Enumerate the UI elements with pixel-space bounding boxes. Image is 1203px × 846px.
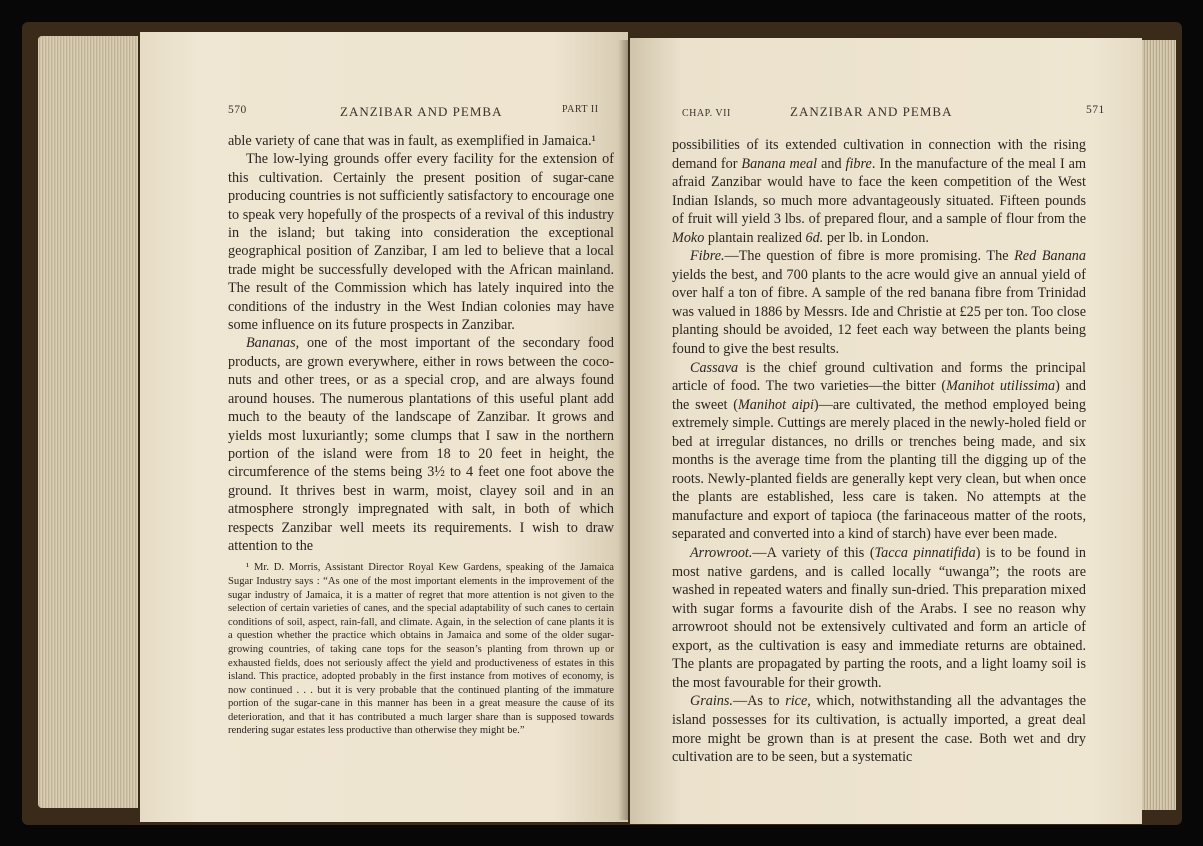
paragraph-cassava: Cassava is the chief ground cultivation and forms the principal article of food. The two varieties—the bitter (Manihot utilissima) and the sweet (Manihot aipi)—are cultivated, the method employed being extremely simple. Cuttings are merely placed in the newly-holed field or bed at irregular distances, no drills or trenches being made, and six months is the average time from the planting till the digging up of the roots. Newly-planted fields are generally kept very clean, but when once the plants are established, less care is taken. No attempts at the manufacture and export of tapioca (the farinaceous matter of the roots, separated and converted into a kind of starch) have ever been made.: [672, 359, 1086, 543]
paragraph-banana-meal: possibilities of its extended cultivation in connection with the rising demand for Banana meal and fibre. In the manufacture of the meal I am afraid Zanzibar would have to face the keen competition of the West Indian Islands, so much more advantageously situated. Fifteen pounds of fruit will yield 3 lbs. of prepared flour, and a sample of flour from the Moko plantain realized 6d. per lb. in London.: [672, 137, 1086, 246]
italic-bananas: Bananas,: [246, 335, 300, 352]
left-page: [140, 32, 628, 822]
page-edges-right: [1140, 40, 1176, 810]
right-page: [630, 38, 1142, 824]
running-title-right: ZANZIBAR AND PEMBA: [790, 104, 953, 119]
paragraph-bananas: [228, 334, 614, 555]
page-number-right: 571: [1086, 104, 1105, 116]
running-title-left: ZANZIBAR AND PEMBA: [340, 104, 503, 119]
footnote: ¹ Mr. D. Morris, Assistant Director Royal Kew Gardens, speaking of the Jamaica Sugar Industry says : “As one of the most important elements in the improvement of the sugar industry of Jamaica, it is a matter of regret that more attention is not given to the selection of certain varieties of canes, and the special adaptability of such canes to certain conditions of soil, aspect, rain-fall, and climate. Again, in the selection of cane plants it is a question whether the practice which obtains in Jamaica and some of the older sugar-growing countries, of taking cane tops for the season’s planting from thrown up or exhausted fields, does not seriously affect the yield and productiveness of estates in this island. This practice, adopted probably in the first instance from motives of economy, is now continued . . . but it is very probable that the continued planting of the immature portion of the sugar-cane in this manner has been in a great measure the cause of its deterioration, and that it has contributed a much larger share than is supposed towards rendering sugar estates less productive than otherwise they might be.”: [228, 562, 614, 737]
left-text-column: [228, 132, 614, 738]
page-number-left: 570: [228, 104, 247, 116]
paragraph-bananas-text: one of the most important of the secondary food products, are grown everywhere, either in rows between the coco-nuts and other trees, or as a special crop, and are always found around houses. The numerous plantations of this useful plant add much to the beauty of the landscape of Zanzibar. It grows and yields most luxuriantly; some clumps that I saw in the northern portion of the island were from 18 to 20 feet in height, the circumference of the stems being 3½ to 4 feet one foot above the ground. It thrives best in warm, moist, clayey soil and in an atmosphere strongly impregnated with salt, in both of which respects Zanzibar well meets its requirements. I wish to draw attention to the: [228, 335, 614, 554]
right-text-column: [672, 136, 1086, 767]
paragraph-grains: Grains.—As to rice, which, notwithstanding all the advantages the island possesses for its cultivation, is actually imported, a great deal more might be grown than is at present the case. Both wet and dry cultivation are to be seen, but a systematic: [672, 693, 1086, 766]
chapter-label: CHAP. VII: [682, 108, 731, 119]
paragraph-arrowroot: Arrowroot.—A variety of this (Tacca pinnatifida) is to be found in most native gardens, and is called locally “uwanga”; the roots are washed in repeated waters and finally sun-dried. This preparation mixed with sugar forms a favourite dish of the Arabs. I see no reason why arrowroot should not be extensively cultivated and form an article of export, as the cultivation is easy and immediate returns are obtained. The plants are propagated by parting the roots, and a light loamy soil is the most favourable for their growth.: [672, 545, 1086, 691]
paragraph-cane-cont: able variety of cane that was in fault, as exemplified in Jamaica.¹: [228, 133, 596, 149]
paragraph-fibre: Fibre.—The question of fibre is more promising. The Red Banana yields the best, and 700 plants to the acre would give an annual yield of over half a ton of fibre. A sample of the red banana fibre from Trinidad was valued in 1886 by Messrs. Ide and Christie at £25 per ton. Too close planting should be avoided, 12 feet each way between the plants being found to give the best results.: [672, 248, 1086, 358]
page-edges-left: [38, 36, 138, 808]
part-label: PART II: [562, 104, 599, 115]
paragraph-lowlying: The low-lying grounds offer every facility for the extension of this cultivation. Certainly the present position of sugar-cane producing countries is not sufficiently satisfactory to encourage one to speak very hopefully of the prospects of a revival of this industry in the island; but taking into consideration the exceptional geographical position of Zanzibar, I am led to believe that a local trade might be successfully developed with the African mainland. The result of the Commission which has lately inquired into the conditions of the industry in the West Indian colonies may have some influence on its future prospects in Zanzibar.: [228, 151, 614, 334]
